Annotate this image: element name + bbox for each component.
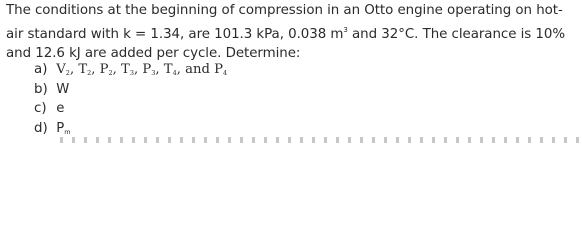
subscript-m: m xyxy=(64,127,71,136)
part-a xyxy=(34,60,227,80)
subscript-3: 3 xyxy=(151,69,156,77)
problem-line-3: and 12.6 kJ are added per cycle. Determine: xyxy=(6,46,301,62)
part-b-letter: b) xyxy=(34,81,48,97)
subscript-2: 2 xyxy=(65,69,70,77)
subscript-4: 4 xyxy=(222,69,228,77)
problem-line-1: The conditions at the beginning of compression in an Otto engine operating on hot- xyxy=(6,3,563,18)
part-c-letter: c) xyxy=(34,101,47,116)
part-d-letter: d) xyxy=(34,120,48,136)
symbol-p: , and P xyxy=(176,62,223,77)
problem-line-2-start: air standard with k = 1.34, are 101.3 kPa, 0.038 m xyxy=(6,26,344,42)
subscript-4: 4 xyxy=(172,69,177,77)
symbol-p: , P xyxy=(134,62,152,77)
subscript-2: 2 xyxy=(87,69,92,77)
symbol-t: , T xyxy=(69,62,88,77)
part-c xyxy=(34,99,227,119)
part-d xyxy=(34,119,227,139)
subscript-2: 2 xyxy=(108,69,113,77)
symbol-t: , T xyxy=(112,62,130,77)
problem-line-2-end: and 32°C. The clearance is 10% xyxy=(347,26,566,42)
subscript-3: 3 xyxy=(129,69,134,77)
question-parts xyxy=(34,60,227,138)
part-b-text: W xyxy=(56,81,70,97)
part-c-text: e xyxy=(56,101,65,116)
problem-statement xyxy=(6,1,580,64)
symbol-v: V xyxy=(56,62,66,77)
symbol-t: , T xyxy=(155,62,173,77)
symbol-p: , P xyxy=(91,62,109,77)
part-a-letter: a) xyxy=(34,62,48,77)
part-a-text xyxy=(56,62,227,77)
cropped-text-edge xyxy=(60,137,580,143)
problem-line-2 xyxy=(6,21,580,45)
symbol-p: P xyxy=(56,120,65,136)
part-d-text xyxy=(56,121,70,136)
cubic-superscript: 3 xyxy=(343,25,348,34)
part-b xyxy=(34,80,227,100)
